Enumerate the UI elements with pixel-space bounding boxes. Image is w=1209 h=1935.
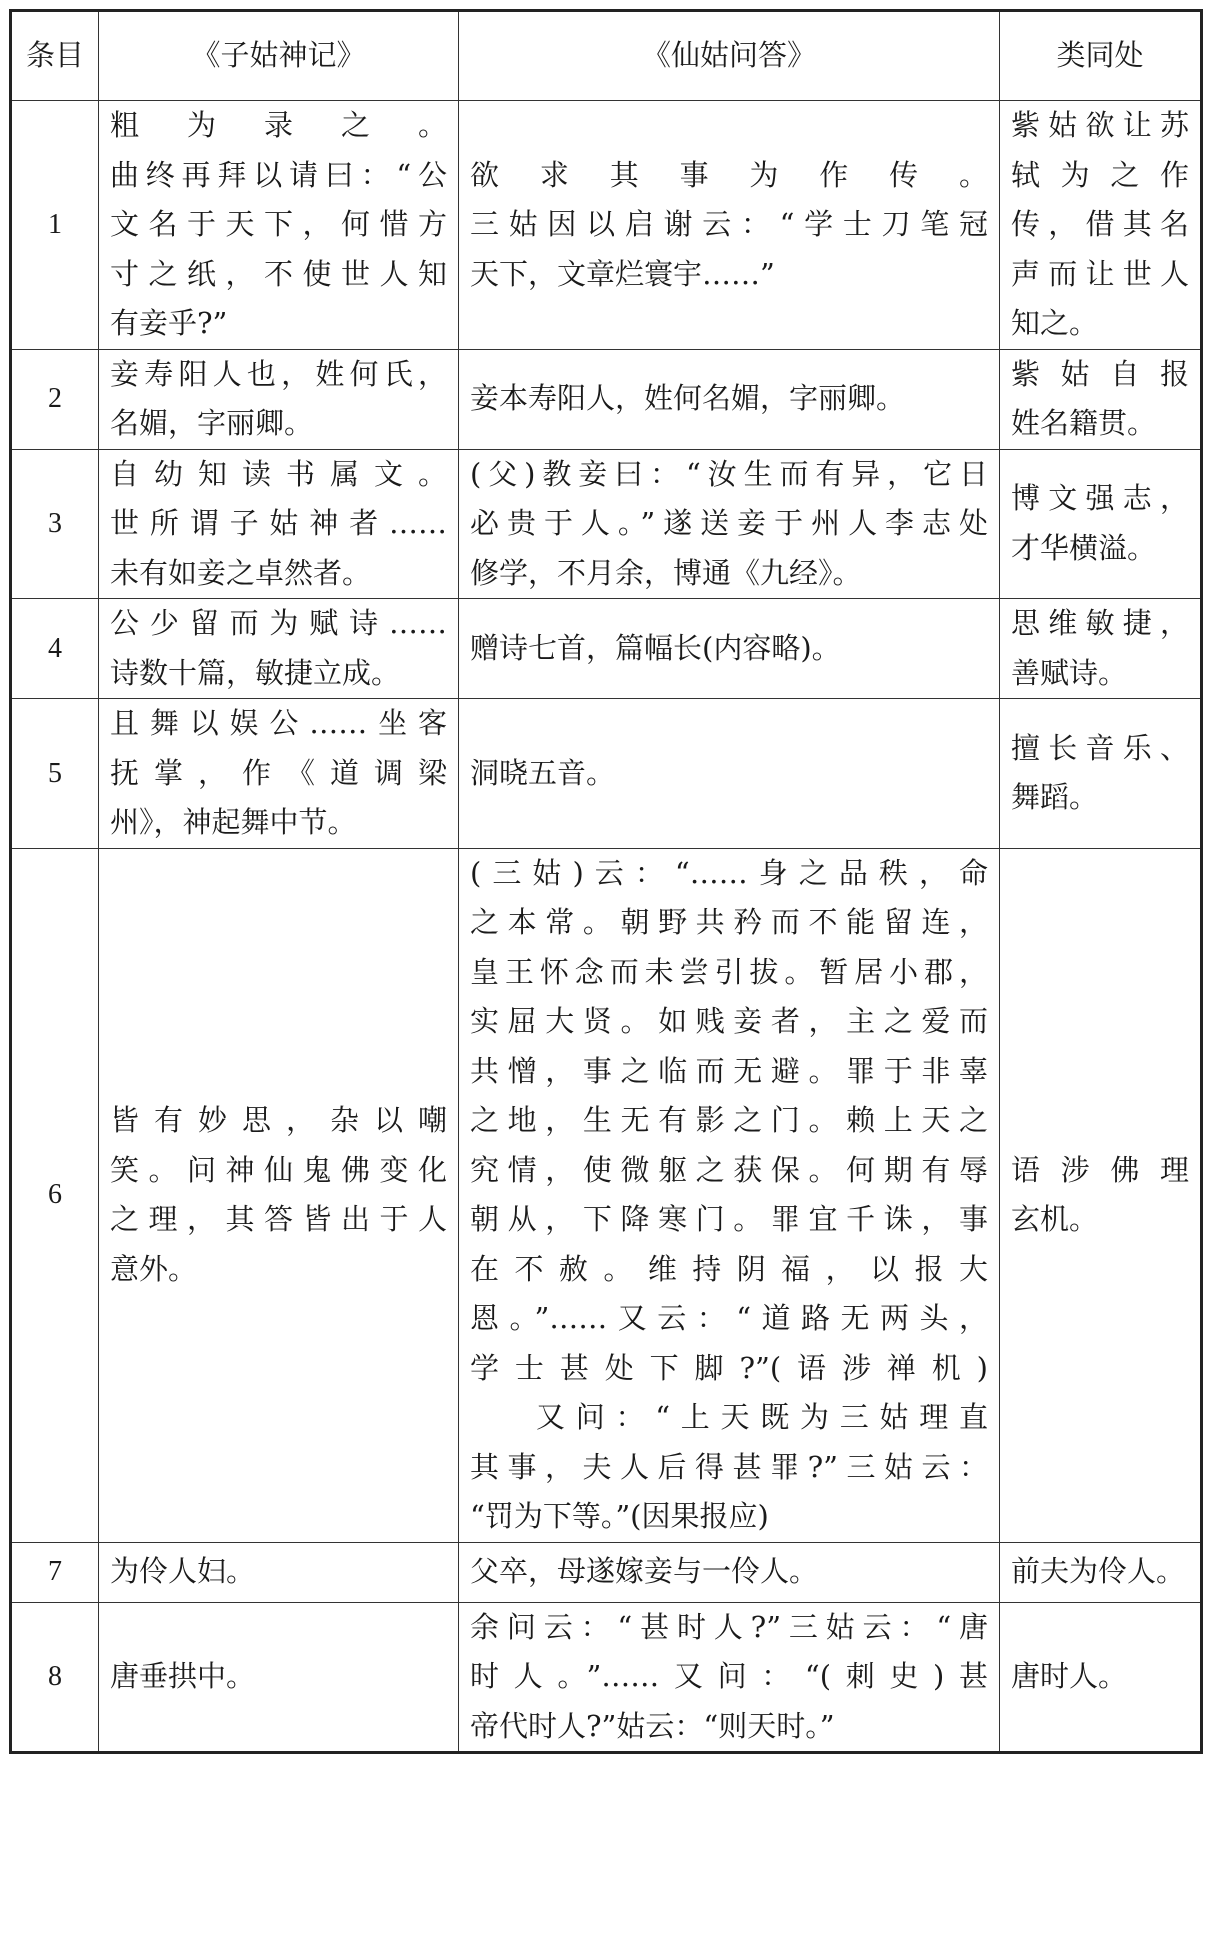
text-line: 洞晓五音。 xyxy=(470,755,616,790)
text-line: 语涉佛理 xyxy=(1011,1152,1189,1187)
text-line: 三姑因以启谢云：“学士刀笔冠 xyxy=(470,207,988,241)
text-line: 唐垂拱中。 xyxy=(110,1659,256,1693)
cell-zigu xyxy=(99,848,459,1542)
text-line: 世所谓子姑神者…… xyxy=(110,506,447,540)
text-line: 曲终再拜以请曰：“公 xyxy=(110,157,447,192)
text-line: 寸之纸，不使世人知 xyxy=(110,256,447,291)
cell-similar xyxy=(1000,848,1202,1542)
table-row xyxy=(11,699,1202,849)
comparison-table xyxy=(9,9,1203,1754)
cell-similar xyxy=(1000,1602,1202,1753)
text-line: 自幼知读书属文。 xyxy=(110,456,447,491)
cell-zigu xyxy=(99,449,459,599)
cell-similar xyxy=(1000,1542,1202,1602)
text-line: 名媚，字丽卿。 xyxy=(110,406,314,440)
text-line: 皇王怀念而未尝引拔。暂居小郡， xyxy=(470,954,988,989)
text-line: 有妾乎?” xyxy=(110,306,228,340)
cell-zigu xyxy=(99,699,459,849)
text-line: 擅长音乐、 xyxy=(1011,730,1189,765)
text-line: 天下，文章烂寰宇……” xyxy=(470,256,775,291)
text-line: 舞蹈。 xyxy=(1011,780,1099,815)
text-line: 文名于天下，何惜方 xyxy=(110,207,447,241)
text-line: “罚为下等。”(因果报应) xyxy=(470,1499,769,1533)
text-line: 未有如妾之卓然者。 xyxy=(110,555,372,590)
table-row xyxy=(11,101,1202,350)
text-line: 恩。”……又云：“道路无两头， xyxy=(470,1301,988,1335)
cell-zigu xyxy=(99,1542,459,1602)
table-row xyxy=(11,349,1202,449)
cell-xiangu xyxy=(459,1602,1000,1753)
cell-xiangu xyxy=(459,599,1000,699)
text-line: 之本常。朝野共矜而不能留连， xyxy=(470,905,988,939)
text-line: 妾寿阳人也，姓何氏， xyxy=(110,356,447,391)
cell-zigu xyxy=(99,349,459,449)
text-line: 在不赦。维持阴福，以报大 xyxy=(470,1251,988,1286)
text-line: 时人。”……又问：“(刺史)甚 xyxy=(470,1659,988,1693)
text-line: 善赋诗。 xyxy=(1011,655,1128,690)
text-line: 玄机。 xyxy=(1011,1202,1099,1236)
text-line: 妾本寿阳人，姓何名媚，字丽卿。 xyxy=(470,381,906,416)
text-line: 赠诗七首，篇幅长(内容略)。 xyxy=(470,630,841,665)
header-zigu-shenji: 《子姑神记》 xyxy=(99,11,459,101)
text-line: 意外。 xyxy=(110,1251,198,1286)
text-line: 究情，使微躯之获保。何期有辱 xyxy=(470,1152,988,1187)
cell-similar xyxy=(1000,101,1202,350)
text-line: 诗数十篇，敏捷立成。 xyxy=(110,655,401,690)
item-number: 8 xyxy=(11,1602,99,1753)
table-row xyxy=(11,449,1202,599)
cell-xiangu xyxy=(459,1542,1000,1602)
text-line: 又问：“上天既为三姑理直 xyxy=(536,1400,988,1434)
text-line: 州》，神起舞中节。 xyxy=(110,805,357,839)
cell-similar xyxy=(1000,349,1202,449)
text-line: 修学，不月余，博通《九经》。 xyxy=(470,555,862,590)
text-line: 姓名籍贯。 xyxy=(1011,406,1157,440)
text-line: 共憎，事之临而无避。罪于非辜 xyxy=(470,1053,988,1088)
text-line: 学士甚处下脚?”(语涉禅机) xyxy=(470,1350,988,1385)
cell-similar xyxy=(1000,699,1202,849)
text-line: (父)教妾曰：“汝生而有异，它日 xyxy=(470,456,988,491)
text-line: 笑。问神仙鬼佛变化 xyxy=(110,1152,447,1187)
text-line: 之地，生无有影之门。赖上天之 xyxy=(470,1103,988,1137)
text-line: 博文强志， xyxy=(1011,481,1189,516)
text-line: 朝从，下降寒门。罪宜千诛，事 xyxy=(470,1202,988,1236)
item-number: 5 xyxy=(11,699,99,849)
cell-zigu xyxy=(99,1602,459,1753)
text-line: 轼为之作 xyxy=(1011,157,1189,192)
table-row xyxy=(11,1602,1202,1753)
text-line: 前夫为伶人。 xyxy=(1011,1554,1186,1589)
cell-xiangu xyxy=(459,449,1000,599)
item-number: 4 xyxy=(11,599,99,699)
item-number: 3 xyxy=(11,449,99,599)
table-row xyxy=(11,848,1202,1542)
text-line: 父卒，母遂嫁妾与一伶人。 xyxy=(470,1554,819,1589)
text-line: 欲求其事为作传。 xyxy=(470,157,988,192)
cell-zigu xyxy=(99,599,459,699)
text-line: 余问云：“甚时人?”三姑云：“唐 xyxy=(470,1609,988,1644)
cell-xiangu xyxy=(459,101,1000,350)
text-line: 实屈大贤。如贱妾者，主之爱而 xyxy=(470,1004,988,1038)
text-line: 思维敏捷， xyxy=(1011,606,1189,640)
cell-zigu xyxy=(99,101,459,350)
item-number: 2 xyxy=(11,349,99,449)
text-line: 之理，其答皆出于人 xyxy=(110,1202,447,1236)
cell-xiangu xyxy=(459,349,1000,449)
text-line: (三姑)云：“……身之品秩，命 xyxy=(470,855,988,890)
header-similarity: 类同处 xyxy=(1000,11,1202,101)
text-line: 紫姑欲让苏 xyxy=(1011,108,1189,142)
text-line: 唐时人。 xyxy=(1011,1659,1128,1693)
text-line: 知之。 xyxy=(1011,306,1099,340)
item-number: 1 xyxy=(11,101,99,350)
item-number: 7 xyxy=(11,1542,99,1602)
text-line: 为伶人妇。 xyxy=(110,1554,256,1589)
text-line: 帝代时人?”姑云：“则天时。” xyxy=(470,1708,835,1743)
text-line: 紫姑自报 xyxy=(1011,356,1189,391)
text-line: 粗为录之。 xyxy=(110,108,447,142)
header-row xyxy=(11,11,1202,101)
table-body xyxy=(11,101,1202,1753)
text-line: 声而让世人 xyxy=(1011,256,1189,291)
table-row xyxy=(11,1542,1202,1602)
text-line: 且舞以娱公……坐客 xyxy=(110,706,447,740)
table-row xyxy=(11,599,1202,699)
cell-similar xyxy=(1000,599,1202,699)
text-line: 才华横溢。 xyxy=(1011,530,1157,565)
text-line: 抚掌，作《道调梁 xyxy=(110,755,447,790)
cell-xiangu xyxy=(459,699,1000,849)
header-xiangu-wenda: 《仙姑问答》 xyxy=(459,11,1000,101)
text-line: 其事，夫人后得甚罪?”三姑云： xyxy=(470,1449,988,1484)
item-number: 6 xyxy=(11,848,99,1542)
text-line: 必贵于人。”遂送妾于州人李志处 xyxy=(470,506,988,540)
text-line: 公少留而为赋诗…… xyxy=(110,606,447,640)
header-item: 条目 xyxy=(11,11,99,101)
text-line: 皆有妙思，杂以嘲 xyxy=(110,1103,447,1137)
cell-similar xyxy=(1000,449,1202,599)
cell-xiangu xyxy=(459,848,1000,1542)
text-line: 传，借其名 xyxy=(1011,207,1189,241)
